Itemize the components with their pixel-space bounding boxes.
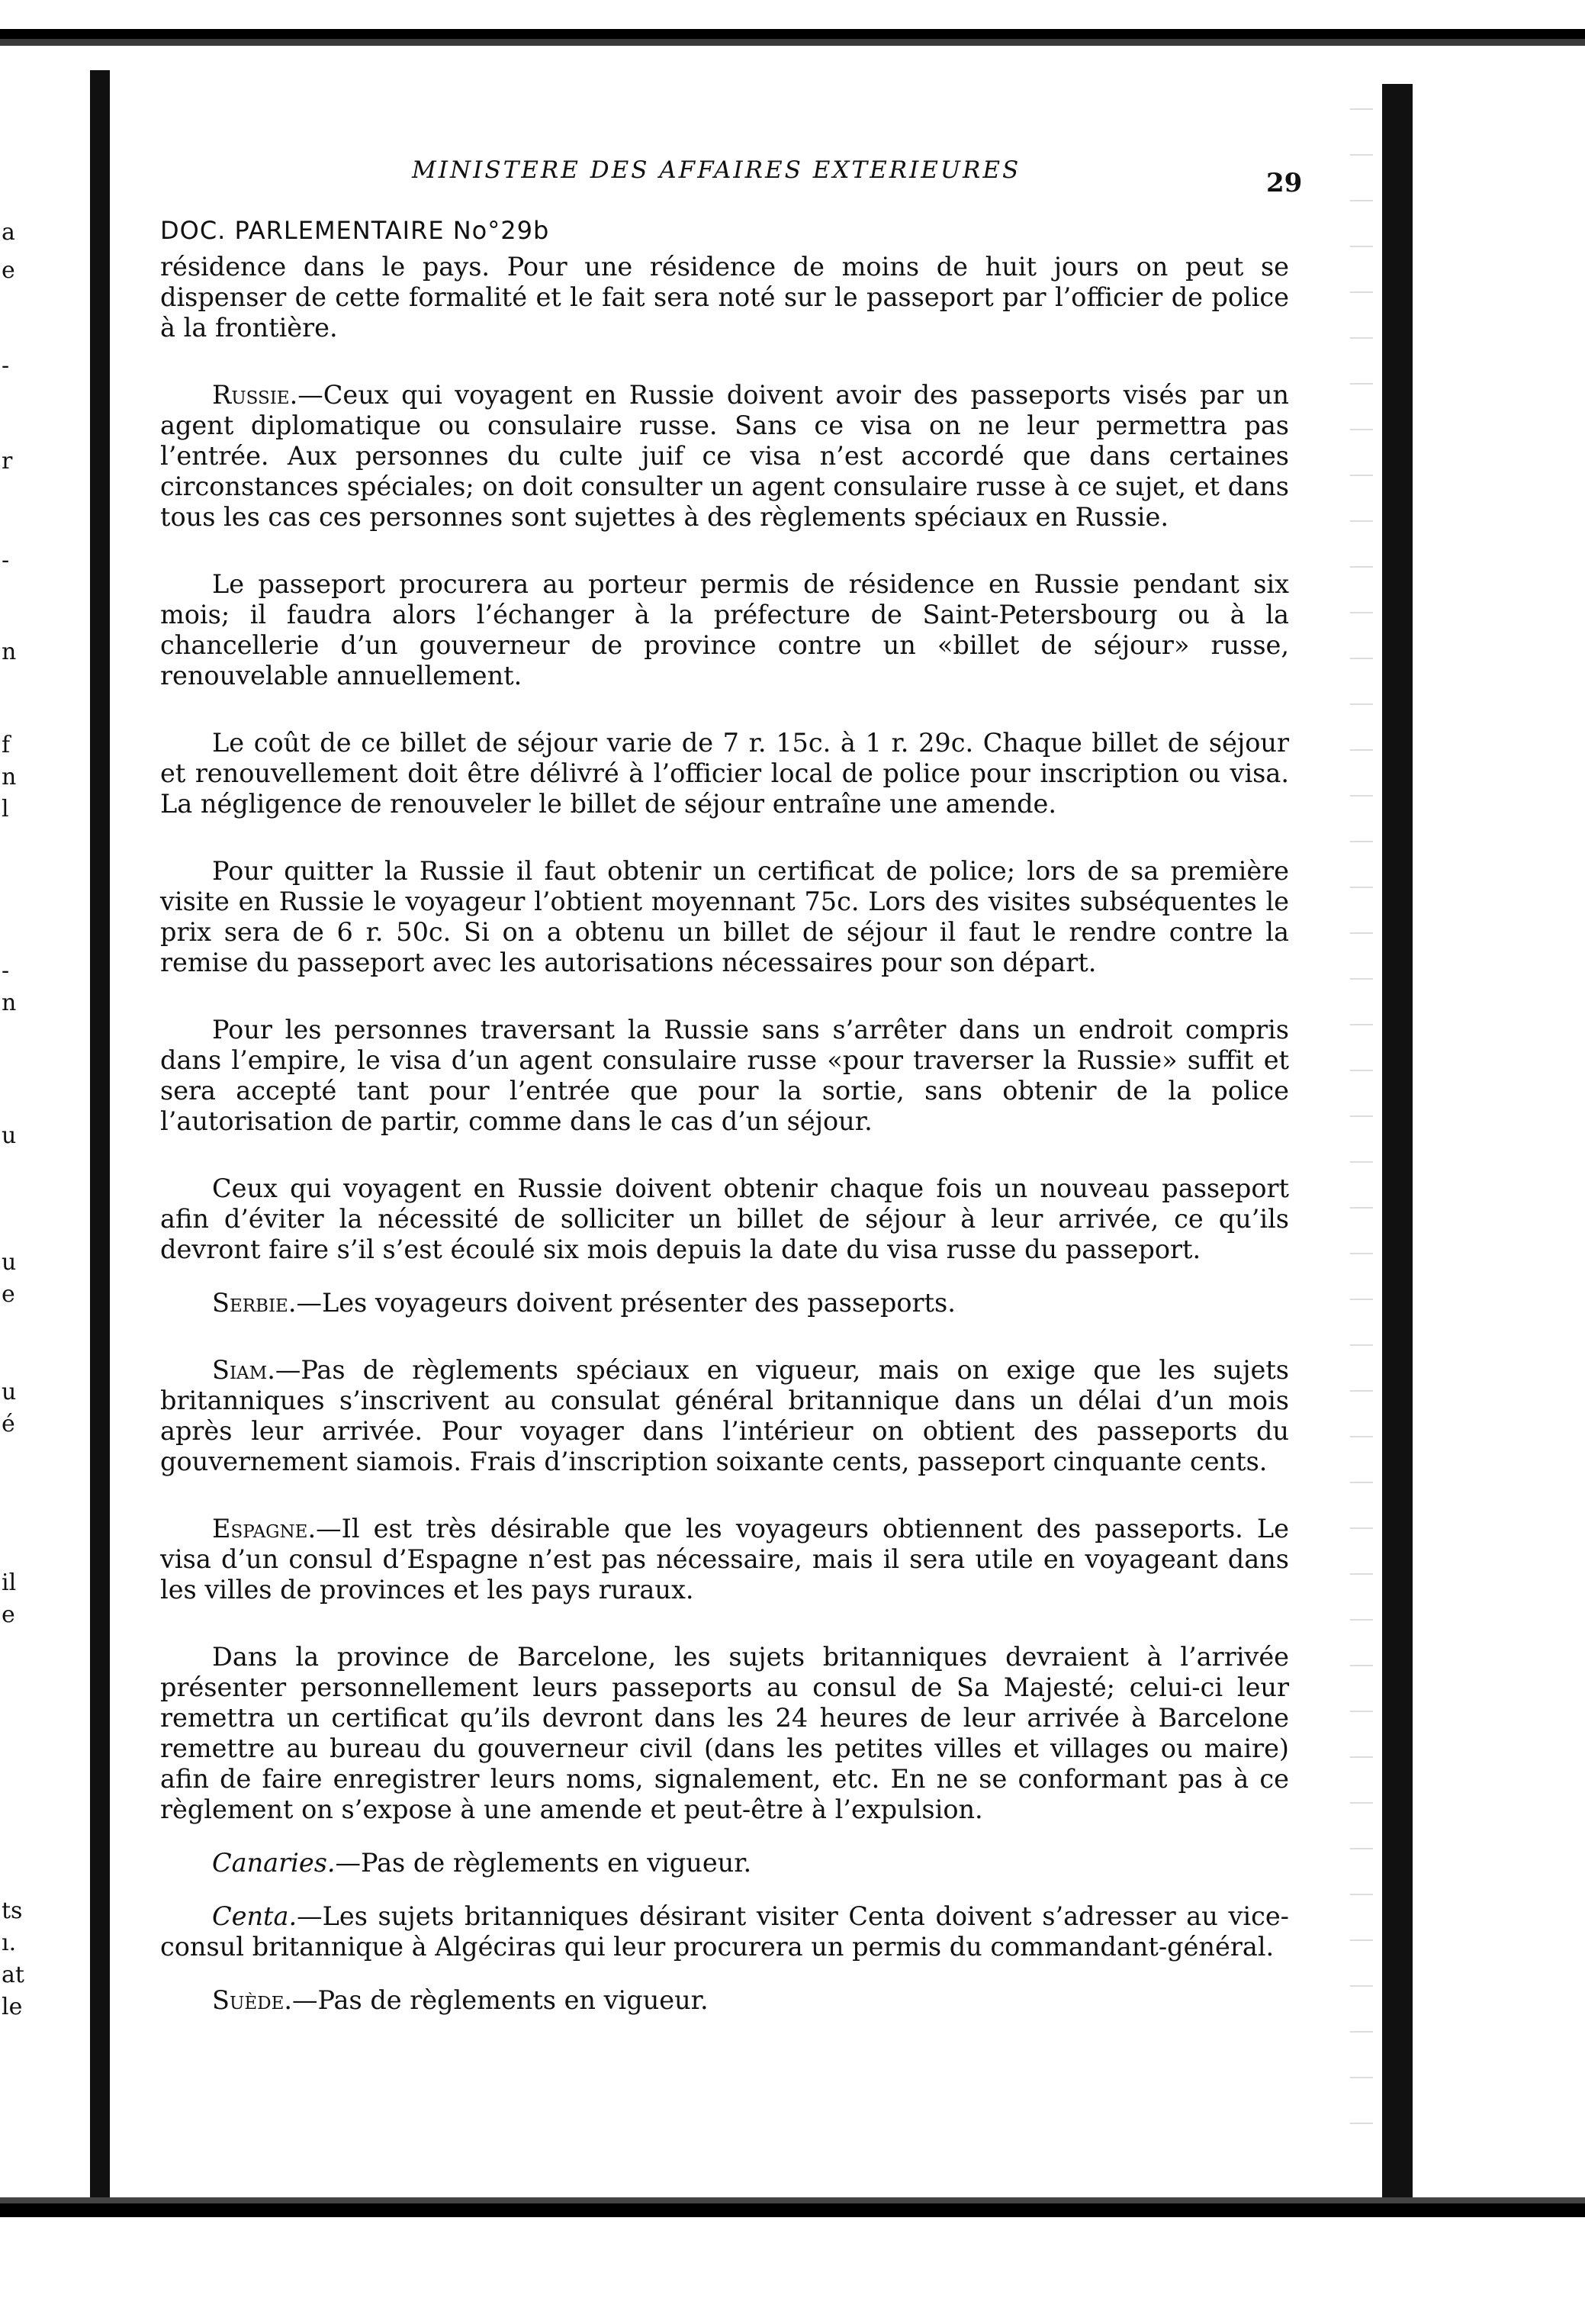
margin-fragment: - [2,352,10,379]
paragraph-serbie: Serbie.—Les voyageurs doivent présenter des passeports. [212,1288,956,1318]
paragraph: résidence dans le pays. Pour une résidence de moins de huit jours on peut se dispenser de cette formalité et le fait sera noté sur le passeport par l’officier de police à la frontière. [160,252,1289,343]
margin-fragment: - [2,547,10,574]
margin-fragment: r [2,448,13,475]
margin-fragment: ı. [2,1930,17,1956]
margin-fragment: é [2,1411,15,1437]
margin-fragment: e [2,257,15,284]
section-heading: Suède. [212,1985,293,2015]
paragraph-russie: Russie.—Ceux qui voyagent en Russie doivent avoir des passeports visés par un agent diplomatique ou consulaire russe. Sans ce visa on ne leur permettra pas l’entrée. Aux personnes du culte juif ce visa n’est accordé que dans certaines circonstances spéciales; on doit consulter un agent consulaire russe à ce sujet, et dans tous les cas ces personnes sont sujettes à des règlements spéciaux en Russie. [160,380,1289,532]
paragraph: Pour quitter la Russie il faut obtenir un certificat de police; lors de sa première visite en Russie le voyageur l’obtient moyennant 75c. Lors des visites subséquentes le prix sera de 6 r. 50c. Si on a obtenu un billet de séjour il faut le rendre contre la remise du passeport avec les autorisations nécessaires pour son départ. [160,856,1289,977]
scan-border-top [0,29,1585,46]
margin-fragment: at [2,1962,24,1988]
margin-fragment: l [2,796,9,822]
section-heading: Espagne. [212,1514,317,1543]
section-heading: Centa. [212,1901,297,1931]
paragraph-espagne: Espagne.—Il est très désirable que les voyageurs obtiennent des passeports. Le visa d’un consul d’Espagne n’est pas nécessaire, mais il sera utile en voyageant dans les villes de provinces et les pays ruraux. [160,1514,1289,1605]
margin-fragment: n [2,639,17,665]
paragraph: Ceux qui voyagent en Russie doivent obtenir chaque fois un nouveau passeport afin d’éviter la nécessité de solliciter un billet de séjour à leur arrivée, ce qu’ils devront faire s’il s’est écoulé six mois depuis la date du visa russe du passeport. [160,1173,1289,1264]
margin-fragment: n [2,990,17,1016]
margin-fragment: u [2,1379,17,1405]
page-edge-shadow [1382,84,1413,2205]
section-heading: Russie. [212,380,298,410]
margin-fragment: - [2,958,10,984]
running-title: MINISTERE DES AFFAIRES EXTERIEURES [412,156,1021,184]
scan-border-bottom [0,2197,1585,2217]
paragraph: Le coût de ce billet de séjour varie de 7 r. 15c. à 1 r. 29c. Chaque billet de séjour et renouvellement doit être délivré à l’officier local de police pour inscription ou visa. La négligence de renouveler le billet de séjour entraîne une amende. [160,728,1289,819]
body-text [160,252,1289,2039]
margin-fragment: il [2,1569,17,1596]
margin-fragment: f [2,732,11,758]
scan-speckle [1350,92,1373,2152]
margin-fragment: e [2,1601,15,1628]
paragraph-canaries: Canaries.—Pas de règlements en vigueur. [212,1848,752,1878]
margin-fragment: ts [2,1898,23,1924]
page-number: 29 [1266,168,1303,198]
section-heading: Canaries. [212,1848,336,1878]
paragraph-suede: Suède.—Pas de règlements en vigueur. [212,1985,709,2015]
margin-fragment: u [2,1249,17,1276]
paragraph: Le passeport procurera au porteur permis de résidence en Russie pendant six mois; il faudra alors l’échanger à la préfecture de Saint-Petersbourg ou à la chancellerie d’un gouverneur de province contre un «billet de séjour» russe, renouvelable annuellement. [160,569,1289,690]
paragraph: Pour les personnes traversant la Russie sans s’arrêter dans un endroit compris dans l’empire, le visa d’un agent consulaire russe «pour traverser la Russie» suffit et sera accepté tant pour l’entrée que pour la sortie, sans obtenir de la police l’autorisation de partir, comme dans le cas d’un séjour. [160,1015,1289,1136]
margin-fragment: n [2,764,17,790]
document-reference: DOC. PARLEMENTAIRE No°29b [160,216,550,245]
margin-fragment: le [2,1994,23,2020]
page-spine-shadow [90,70,110,2207]
paragraph-siam: Siam.—Pas de règlements spéciaux en vigueur, mais on exige que les sujets britanniques s’inscrivent au consulat général britannique dans un délai d’un mois après leur arrivée. Pour voyager dans l’intérieur on obtient des passeports du gouvernement siamois. Frais d’inscription soixante cents, passeport cinquante cents. [160,1355,1289,1476]
section-heading: Serbie. [212,1288,297,1318]
section-heading: Siam. [212,1355,275,1385]
paragraph-centa: Centa.—Les sujets britanniques désirant visiter Centa doivent s’adresser au vice-consul britannique à Algéciras qui leur procurera un permis du commandant-général. [160,1901,1289,1962]
margin-fragment: e [2,1281,15,1308]
margin-fragment: u [2,1122,17,1149]
paragraph: Dans la province de Barcelone, les sujets britanniques devraient à l’arrivée présenter personnellement leurs passeports au consul de Sa Majesté; celui-ci leur remettra un certificat qu’ils devront dans les 24 heures de leur arrivée à Barcelone remettre au bureau du gouverneur civil (dans les petites villes et villages ou maire) afin de faire enregistrer leurs noms, signalement, etc. En ne se conformant pas à ce règlement on s’expose à une amende et peut-être à l’expulsion. [160,1642,1289,1824]
margin-fragment: a [2,219,15,246]
adjacent-page-fragments [0,0,31,2324]
